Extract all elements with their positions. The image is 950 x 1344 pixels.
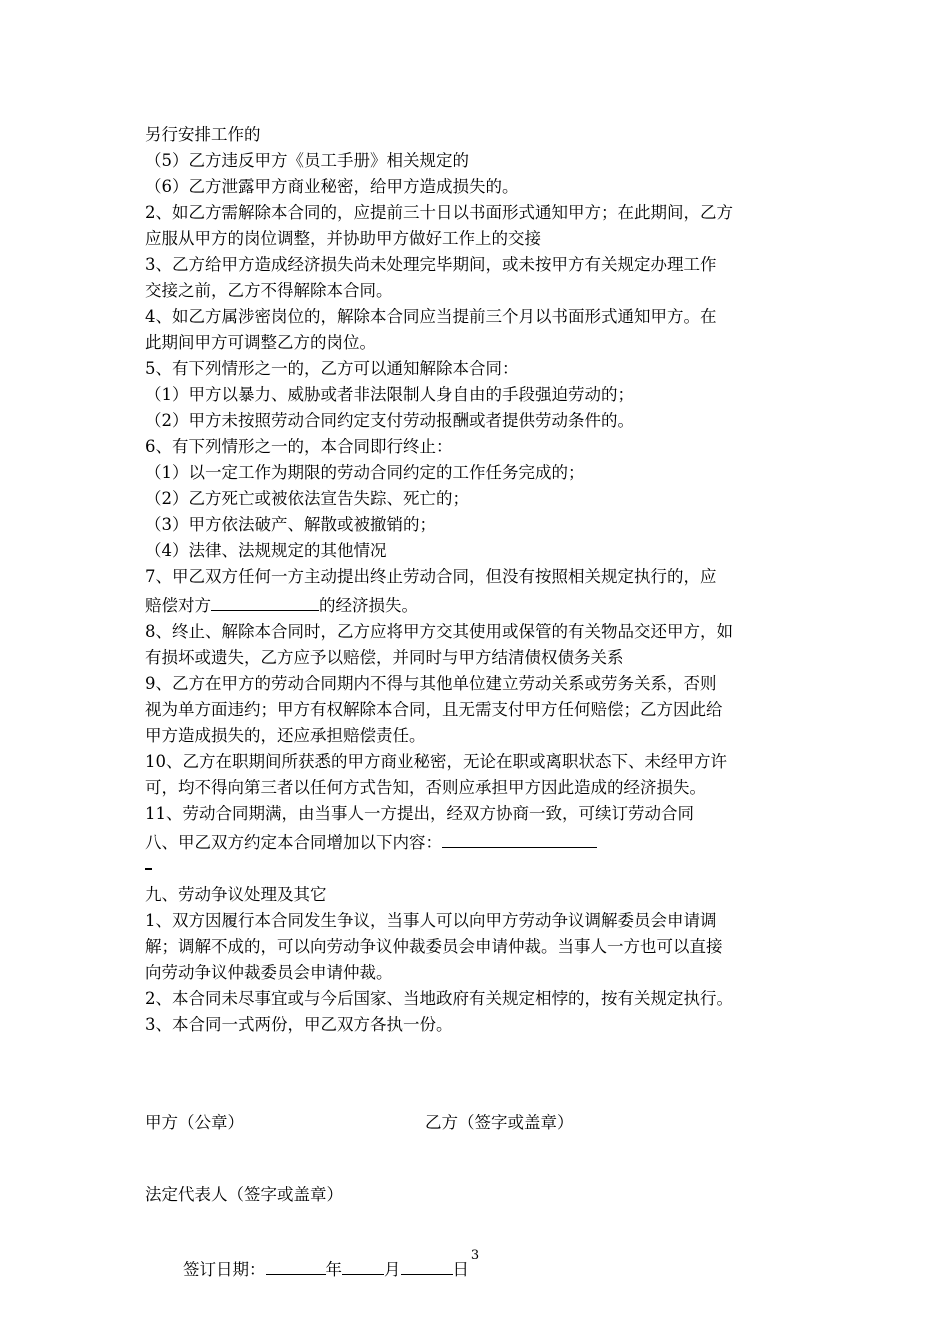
signature-row: [145, 1110, 815, 1136]
section-8-line: [145, 827, 815, 856]
text-line: 视为单方面违约；甲方有权解除本合同，且无需支付甲方任何赔偿；乙方因此给: [145, 700, 723, 719]
text-line: 1、双方因履行本合同发生争议，当事人可以向甲方劳动争议调解委员会申请调: [145, 911, 717, 930]
text-line: （1）以一定工作为期限的劳动合同约定的工作任务完成的；: [145, 463, 585, 482]
compensation-blank[interactable]: [211, 590, 319, 611]
text-line: 5、有下列情形之一的，乙方可以通知解除本合同：: [145, 359, 519, 378]
text-line: 向劳动争议仲裁委员会申请仲裁。: [145, 963, 393, 982]
text-line: （4）法律、法规规定的其他情况: [145, 541, 387, 560]
spacer: [145, 1038, 815, 1110]
legal-representative-label: 法定代表人（签字或盖章）: [145, 1185, 343, 1204]
contract-body: [145, 122, 815, 1283]
text-line: （5）乙方违反甲方《员工手册》相关规定的: [145, 151, 469, 170]
text-line: 4、如乙方属涉密岗位的，解除本合同应当提前三个月以书面形式通知甲方。在: [145, 307, 717, 326]
text-line: （1）甲方以暴力、威胁或者非法限制人身自由的手段强迫劳动的；: [145, 385, 634, 404]
section-9-heading: 九、劳动争议处理及其它: [145, 885, 327, 904]
text-line: 交接之前，乙方不得解除本合同。: [145, 281, 393, 300]
text-line: 甲方造成损失的，还应承担赔偿责任。: [145, 726, 426, 745]
day-label: 日: [452, 1260, 469, 1279]
text-line: （2）乙方死亡或被依法宣告失踪、死亡的；: [145, 489, 469, 508]
dash-glyph: [145, 868, 152, 870]
date-label: 签订日期：: [183, 1260, 266, 1279]
text-line: 2、如乙方需解除本合同的，应提前三十日以书面形式通知甲方；在此期间，乙方: [145, 203, 733, 222]
section-8-heading: 八、甲乙双方约定本合同增加以下内容：: [145, 833, 442, 852]
text-line: 此期间甲方可调整乙方的岗位。: [145, 333, 376, 352]
clause-group-a: [145, 122, 815, 590]
party-b-label: 乙方（签字或盖章）: [425, 1113, 574, 1132]
text-line: 6、有下列情形之一的，本合同即行终止：: [145, 437, 453, 456]
dash-mark: [145, 856, 815, 882]
text-line: 9、乙方在甲方的劳动合同期内不得与其他单位建立劳动关系或劳务关系，否则: [145, 674, 717, 693]
text-line: （6）乙方泄露甲方商业秘密，给甲方造成损失的。: [145, 177, 519, 196]
compensation-prefix: 赔偿对方: [145, 596, 211, 615]
text-line: 8、终止、解除本合同时，乙方应将甲方交其使用或保管的有关物品交还甲方，如: [145, 622, 733, 641]
year-label: 年: [325, 1260, 342, 1279]
clause-group-b: [145, 619, 815, 827]
text-line: 可，均不得向第三者以任何方式告知，否则应承担甲方因此造成的经济损失。: [145, 778, 706, 797]
text-line: 另行安排工作的: [145, 125, 261, 144]
text-line: （3）甲方依法破产、解散或被撤销的；: [145, 515, 436, 534]
spacer: [145, 1136, 815, 1182]
text-line: 3、本合同一式两份，甲乙双方各执一份。: [145, 1015, 453, 1034]
text-line: 11、劳动合同期满，由当事人一方提出，经双方协商一致，可续订劳动合同: [145, 804, 694, 823]
page-number: 3: [470, 1248, 480, 1263]
compensation-line: [145, 590, 815, 619]
text-line: 解；调解不成的，可以向劳动争议仲裁委员会申请仲裁。当事人一方也可以直接: [145, 937, 723, 956]
section-8-blank[interactable]: [442, 827, 597, 848]
text-line: 3、乙方给甲方造成经济损失尚未处理完毕期间，或未按甲方有关规定办理工作: [145, 255, 717, 274]
month-label: 月: [384, 1260, 401, 1279]
text-line: 10、乙方在职期间所获悉的甲方商业秘密，无论在职或离职状态下、未经甲方许: [145, 752, 727, 771]
text-line: 应服从甲方的岗位调整，并协助甲方做好工作上的交接: [145, 229, 541, 248]
text-line: （2）甲方未按照劳动合同约定支付劳动报酬或者提供劳动条件的。: [145, 411, 634, 430]
text-line: 2、本合同未尽事宜或与今后国家、当地政府有关规定相悖的，按有关规定执行。: [145, 989, 733, 1008]
clause-group-c: [145, 882, 815, 1038]
text-line: 有损坏或遗失，乙方应予以赔偿，并同时与甲方结清债权债务关系: [145, 648, 624, 667]
party-a-label: 甲方（公章）: [145, 1113, 244, 1132]
compensation-suffix: 的经济损失。: [319, 596, 418, 615]
text-line: 7、甲乙双方任何一方主动提出终止劳动合同，但没有按照相关规定执行的，应: [145, 567, 717, 586]
